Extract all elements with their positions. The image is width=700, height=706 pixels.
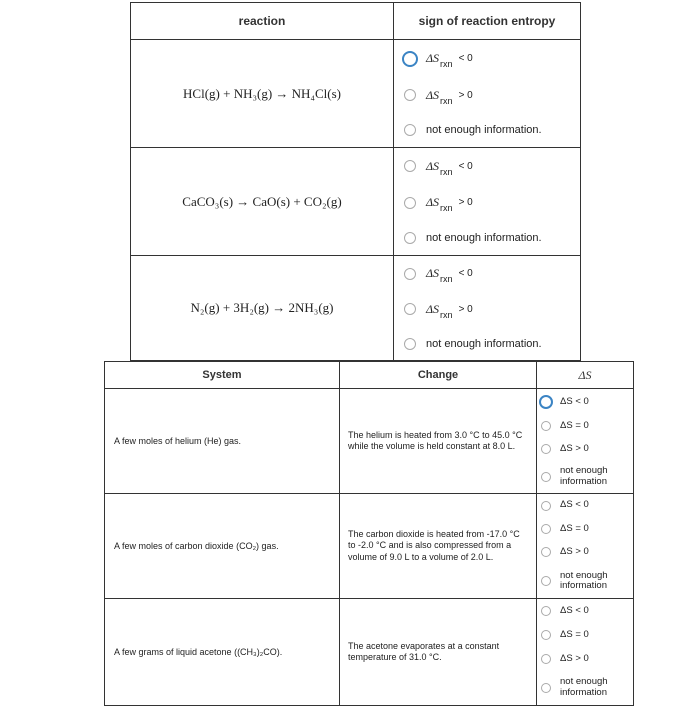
change-cell — [340, 389, 537, 494]
option-label: ΔS > 0 — [560, 546, 589, 558]
option-delta-s-eq-0[interactable] — [537, 524, 633, 534]
radio-button[interactable] — [541, 524, 551, 534]
system-text: A few grams of liquid acetone ((CH₃)₂CO). — [114, 647, 283, 657]
reaction-equation: HCl(g) + NH₃(g) → NH₄Cl(s) — [183, 85, 341, 101]
rxn-subscript: rxn — [440, 309, 453, 320]
option-label: not enough information. — [426, 337, 542, 350]
option-not-enough-info[interactable] — [394, 232, 580, 244]
option-delta-s-eq-0[interactable] — [537, 630, 633, 640]
radio-button[interactable] — [541, 576, 551, 586]
change-text: The carbon dioxide is heated from -17.0 °C to -2.0 °C and is also compressed from a volume of 9.0 L to a volume of 2.0 L. — [348, 529, 520, 562]
sign-options-cell — [394, 256, 581, 361]
rxn-subscript: rxn — [440, 203, 453, 214]
option-label: ΔS > 0 — [560, 652, 589, 664]
header-change: Change — [340, 362, 537, 389]
system-cell — [105, 494, 340, 599]
delta-s-symbol: ΔS — [426, 195, 440, 210]
option-delta-s-rxn-lt-0[interactable] — [394, 266, 580, 285]
radio-button[interactable] — [404, 232, 416, 244]
rxn-subscript: rxn — [440, 59, 453, 70]
sign-options-cell — [394, 40, 581, 148]
system-cell — [105, 389, 340, 494]
option-not-enough-info[interactable] — [394, 338, 580, 350]
option-delta-s-rxn-gt-0[interactable] — [394, 301, 580, 320]
option-label: not enough information — [560, 465, 608, 487]
option-not-enough-info[interactable] — [394, 124, 580, 136]
reaction-cell — [131, 148, 394, 256]
option-delta-s-rxn-lt-0[interactable] — [394, 158, 580, 177]
delta-s-options-cell — [537, 599, 634, 706]
header-delta-s: ΔS — [537, 362, 634, 389]
reaction-cell — [131, 256, 394, 361]
rxn-subscript: rxn — [440, 95, 453, 106]
option-label: not enough information — [560, 569, 608, 592]
radio-button[interactable] — [402, 51, 418, 67]
reaction-equation: N₂(g) + 3H₂(g) → 2NH₃(g) — [190, 300, 334, 315]
option-not-enough-info[interactable] — [537, 677, 633, 698]
option-label: > 0 — [458, 303, 473, 315]
radio-button[interactable] — [541, 606, 551, 616]
option-label: ΔS = 0 — [560, 522, 589, 534]
option-label: ΔS = 0 — [560, 628, 589, 640]
delta-s-symbol: ΔS — [426, 301, 440, 316]
radio-button[interactable] — [539, 395, 553, 409]
radio-button[interactable] — [404, 268, 416, 280]
option-delta-s-gt-0[interactable] — [537, 444, 633, 454]
change-cell — [340, 494, 537, 599]
sign-options-cell — [394, 148, 581, 256]
option-label: < 0 — [458, 53, 473, 65]
radio-button[interactable] — [404, 197, 416, 209]
radio-button[interactable] — [404, 89, 416, 101]
radio-button[interactable] — [404, 160, 416, 172]
radio-button[interactable] — [541, 547, 551, 557]
delta-s-symbol: ΔS — [426, 51, 440, 66]
change-text: The acetone evaporates at a constant temperature of 31.0 °C. — [348, 640, 500, 662]
header-reaction: reaction — [131, 3, 394, 40]
reaction-cell — [131, 40, 394, 148]
option-delta-s-rxn-gt-0[interactable] — [394, 195, 580, 214]
rxn-subscript: rxn — [440, 166, 453, 177]
delta-s-symbol: ΔS — [426, 266, 440, 281]
option-delta-s-gt-0[interactable] — [537, 547, 633, 557]
delta-s-options-cell — [537, 389, 634, 494]
header-system: System — [105, 362, 340, 389]
option-not-enough-info[interactable] — [537, 571, 633, 592]
system-cell — [105, 599, 340, 706]
reaction-entropy-table — [130, 2, 581, 361]
change-cell — [340, 599, 537, 706]
rxn-subscript: rxn — [440, 274, 453, 285]
radio-button[interactable] — [541, 444, 551, 454]
system-text: A few moles of helium (He) gas. — [114, 436, 242, 446]
radio-button[interactable] — [541, 683, 551, 693]
radio-button[interactable] — [541, 472, 551, 482]
delta-s-options-cell — [537, 494, 634, 599]
option-label: < 0 — [458, 160, 473, 172]
option-label: ΔS < 0 — [560, 499, 589, 511]
radio-button[interactable] — [404, 338, 416, 350]
option-label: < 0 — [458, 268, 473, 280]
delta-s-symbol: ΔS — [426, 87, 440, 102]
option-label: ΔS > 0 — [560, 442, 589, 454]
option-label: ΔS = 0 — [560, 420, 589, 432]
option-delta-s-rxn-gt-0[interactable] — [394, 87, 580, 106]
radio-button[interactable] — [404, 303, 416, 315]
option-label: ΔS < 0 — [560, 604, 589, 616]
radio-button[interactable] — [541, 654, 551, 664]
option-delta-s-eq-0[interactable] — [537, 421, 633, 431]
system-text: A few moles of carbon dioxide (CO₂) gas. — [114, 541, 279, 551]
change-text: The helium is heated from 3.0 °C to 45.0 °C while the volume is held constant at 8.0 L. — [348, 429, 523, 451]
option-delta-s-lt-0[interactable] — [537, 500, 633, 510]
system-change-entropy-table — [104, 361, 634, 706]
radio-button[interactable] — [541, 421, 551, 431]
radio-button[interactable] — [541, 630, 551, 640]
option-label: not enough information — [560, 676, 608, 698]
option-label: > 0 — [458, 89, 473, 101]
option-not-enough-info[interactable] — [537, 466, 633, 487]
option-delta-s-lt-0[interactable] — [537, 606, 633, 616]
header-sign: sign of reaction entropy — [394, 3, 581, 40]
option-delta-s-gt-0[interactable] — [537, 654, 633, 664]
radio-button[interactable] — [541, 501, 551, 511]
delta-s-symbol: ΔS — [426, 158, 440, 173]
option-delta-s-rxn-lt-0[interactable] — [394, 51, 580, 70]
option-label: not enough information. — [426, 124, 542, 137]
option-delta-s-lt-0[interactable] — [537, 395, 633, 409]
option-label: ΔS < 0 — [560, 395, 589, 407]
option-label: not enough information. — [426, 232, 542, 245]
option-label: > 0 — [458, 197, 473, 209]
radio-button[interactable] — [404, 124, 416, 136]
reaction-equation: CaCO₃(s) → CaO(s) + CO₂(g) — [182, 193, 342, 209]
